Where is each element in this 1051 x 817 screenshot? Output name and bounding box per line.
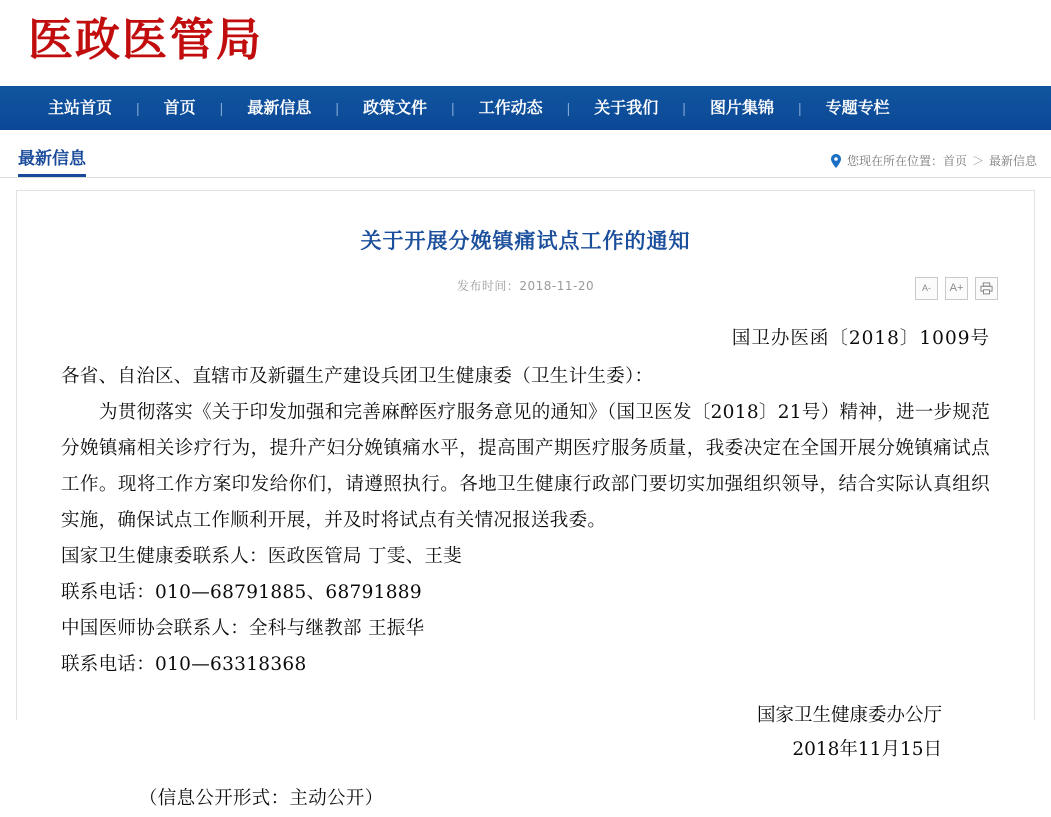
signature-organization: 国家卫生健康委办公厅: [756, 705, 942, 726]
print-button[interactable]: [975, 277, 998, 300]
nav-item-latest-info[interactable]: 最新信息: [247, 98, 312, 117]
breadcrumb-item-home[interactable]: 首页: [942, 154, 967, 168]
nav-separator: |: [450, 100, 455, 116]
article-title: 关于开展分娩镇痛试点工作的通知: [360, 229, 691, 253]
breadcrumb-prefix: 您现在所在位置：: [846, 154, 943, 168]
document-number: 国卫办医函〔2018〕1009号: [731, 328, 990, 349]
article-paragraph: 联系电话：010—68791885、68791889: [61, 582, 422, 603]
location-pin-icon: [830, 154, 842, 168]
article-paragraph: 国家卫生健康委联系人：医政医管局 丁雯、王斐: [61, 546, 462, 567]
breadcrumb-item-latest-info[interactable]: 最新信息: [988, 154, 1037, 168]
nav-separator: |: [682, 100, 686, 116]
disclosure-note: （信息公开形式：主动公开）: [139, 788, 384, 809]
nav-item-about-us[interactable]: 关于我们: [594, 98, 659, 117]
publish-time-label: 发布时间：: [456, 279, 520, 293]
font-increase-button[interactable]: A+: [945, 277, 968, 300]
article-paragraph: 联系电话：010—63318368: [61, 654, 307, 675]
nav-item-photo-gallery[interactable]: 图片集锦: [709, 98, 774, 117]
nav-separator: |: [335, 100, 339, 116]
site-logo: 医政医管局: [28, 13, 264, 66]
article-paragraph: 各省、自治区、直辖市及新疆生产建设兵团卫生健康委（卫生计生委）：: [61, 366, 654, 387]
nav-item-home[interactable]: 首页: [163, 98, 196, 117]
nav-separator: |: [219, 100, 224, 116]
nav-item-special-columns[interactable]: 专题专栏: [825, 98, 890, 117]
breadcrumb: [830, 152, 1037, 177]
nav-item-policy-documents[interactable]: 政策文件: [362, 98, 427, 117]
article-card: [16, 190, 1035, 809]
signature-block: [61, 699, 990, 767]
article-meta: [61, 277, 990, 307]
page-title: 最新信息: [18, 144, 86, 177]
signature-date: 2018年11月15日: [792, 739, 942, 760]
breadcrumb-separator: ＞: [971, 154, 984, 168]
publish-time-value: 2018-11-20: [519, 279, 595, 293]
article-paragraph: 中国医师协会联系人：全科与继教部 王振华: [61, 618, 425, 639]
nav-separator: |: [797, 100, 802, 116]
site-header: [0, 0, 1051, 86]
publish-time: [61, 277, 990, 294]
section-header: [0, 130, 1051, 178]
article-paragraph: 为贯彻落实《关于印发加强和完善麻醉医疗服务意见的通知》（国卫医发〔2018〕21号）精神，进一步规范分娩镇痛相关诊疗行为，提升产妇分娩镇痛水平，提高围产期医疗服务质量，我委决定在全国开展分娩镇痛试点工作。现将工作方案印发给你们，请遵照执行。各地卫生健康行政部门要切实加强组织领导，结合实际认真组织实施，确保试点工作顺利开展，并及时将试点有关情况报送我委。: [61, 402, 990, 531]
nav-item-work-updates[interactable]: 工作动态: [478, 98, 543, 117]
nav-item-main-home[interactable]: 主站首页: [48, 98, 113, 117]
article-inner: [17, 191, 1034, 817]
nav-separator: |: [136, 100, 140, 116]
font-decrease-button[interactable]: A-: [915, 277, 938, 300]
nav-separator: |: [566, 100, 571, 116]
article-body: [61, 321, 990, 817]
main-navigation: [0, 86, 1051, 130]
article-tools: [915, 277, 998, 300]
